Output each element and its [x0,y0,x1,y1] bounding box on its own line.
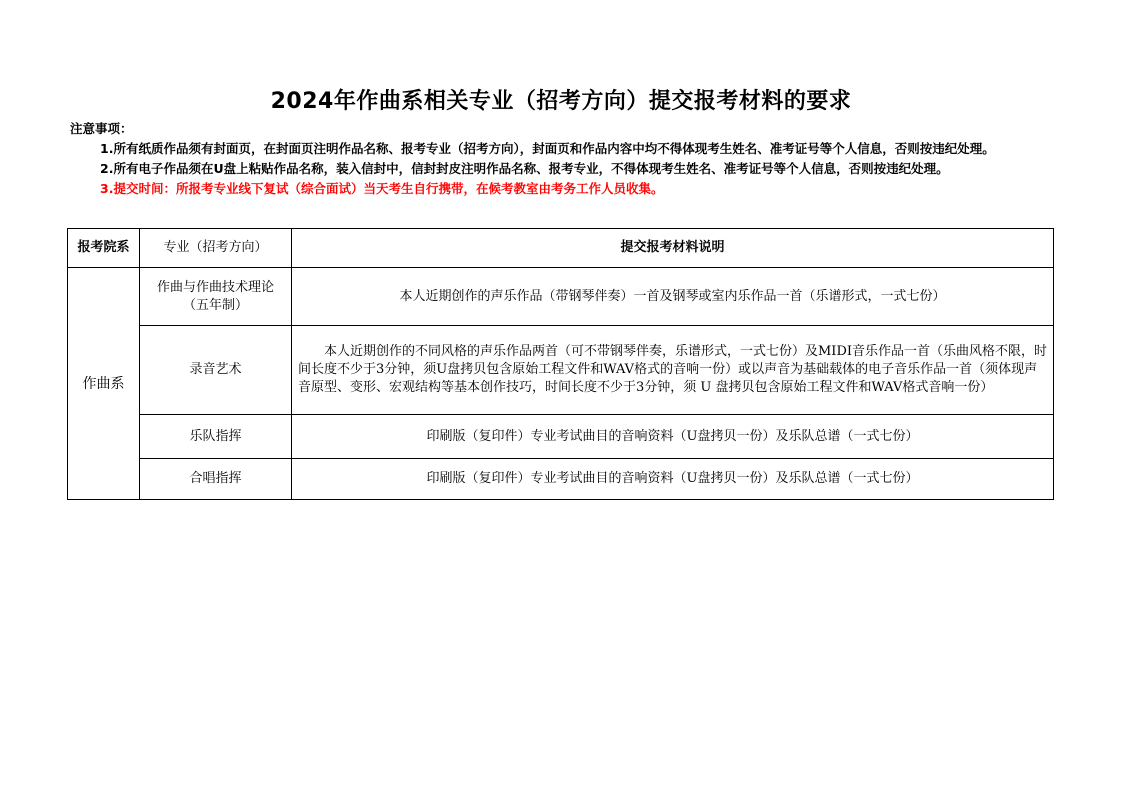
notes-section [70,119,1055,199]
major-cell: 作曲与作曲技术理论（五年制） [140,268,292,326]
note-warning: 3.提交时间：所报考专业线下复试（综合面试）当天考生自行携带，在候考教室由考务工作人员收集。 [100,181,664,196]
description-cell: 印刷版（复印件）专业考试曲目的音响资料（U盘拷贝一份）及乐队总谱（一式七份） [292,415,1054,459]
description-cell: 本人近期创作的声乐作品（带钢琴伴奏）一首及钢琴或室内乐作品一首（乐谱形式，一式七份） [292,268,1054,326]
major-cell: 乐队指挥 [140,415,292,459]
header-description: 提交报考材料说明 [292,229,1054,268]
note-item-1: 1.所有纸质作品须有封面页，在封面页注明作品名称、报考专业（招考方向），封面页和作品内容中均不得体现考生姓名、准考证号等个人信息，否则按违纪处理。 [100,141,995,156]
note-item-2: 2.所有电子作品须在U盘上粘贴作品名称，装入信封中，信封封皮注明作品名称、报考专业，不得体现考生姓名、准考证号等个人信息，否则按违纪处理。 [100,161,949,176]
description-cell: 本人近期创作的不同风格的声乐作品两首（可不带钢琴伴奏，乐谱形式，一式七份）及MIDI音乐作品一首（乐曲风格不限，时间长度不少于3分钟，须U盘拷贝包含原始工程文件和WAV格式的音响一份）或以声音为基础载体的电子音乐作品一首（须体现声音原型、变形、宏观结构等基本创作技巧，时间长度不少于3分钟，须 U 盘拷贝包含原始工程文件和WAV格式音响一份） [292,326,1054,415]
table-row [68,459,1054,500]
description-cell: 印刷版（复印件）专业考试曲目的音响资料（U盘拷贝一份）及乐队总谱（一式七份） [292,459,1054,500]
table-row [68,415,1054,459]
requirements-table [67,228,1054,500]
major-cell: 合唱指挥 [140,459,292,500]
header-department: 报考院系 [68,229,140,268]
header-major: 专业（招考方向） [140,229,292,268]
table-header-row [68,229,1054,268]
table-row [68,326,1054,415]
major-cell: 录音艺术 [140,326,292,415]
notes-heading: 注意事项： [70,121,133,136]
page-title: 2024年作曲系相关专业（招考方向）提交报考材料的要求 [270,89,852,114]
department-cell: 作曲系 [68,268,140,500]
table-row [68,268,1054,326]
